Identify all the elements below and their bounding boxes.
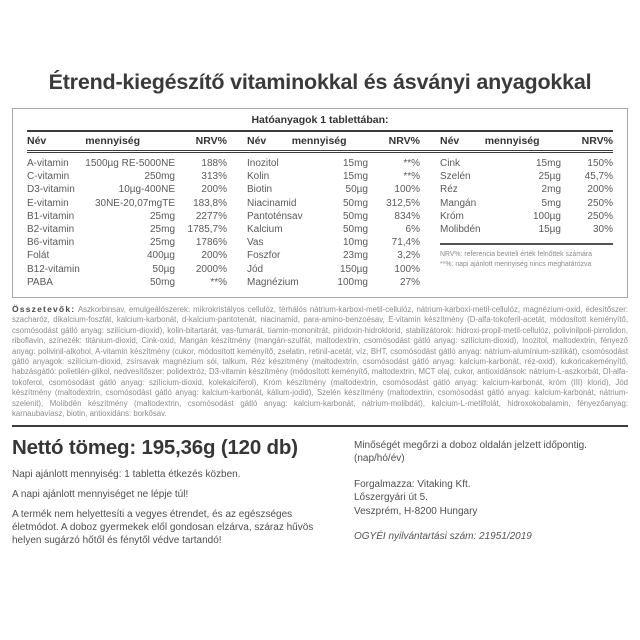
header-nrv: NRV% <box>195 135 227 147</box>
column-header-group-1 <box>27 132 227 150</box>
nutrient-row <box>247 157 420 170</box>
footnotes <box>440 250 613 269</box>
bottom-right-column <box>354 436 628 554</box>
header-qty: mennyiség <box>484 135 540 147</box>
bottom-section <box>12 436 628 554</box>
header-name: Név <box>440 135 460 147</box>
nutrient-qty: 50mg <box>149 276 175 288</box>
nutrient-qty: 2mg <box>541 184 561 196</box>
ingredients-text: Aszkorbinsav, emulgeálószerek: mikrokristályos cellulóz, térhálós nátrium-karboxi-metil-cellulóz, nátrium-karboxi-metil-cellulóz, magnézium-oxid, édesítőszer: szacharóz, dikalcium-foszfát, kalcium-karbonát, d-kalcium-pantotenát, niacinamid, para-amino-benzoésav, E-vitamin készítmény (D-alfa-tokoferil-acetát, módosított keményítő, csomósodást gátló anyag: szilícium-dioxid), kolin-bitartarát, vas-fumarát, tiamin-mononitrát, piridoxin-hidroklorid, stabilizátorok: hidroxi-propil-metil-cellulóz, polivinilpoli-pirrolidon, riboflavin, színezék: titánium-dioxid, Cink-oxid, Mangán készítmény (mangán-szulfát, maltodextrin, csomósodást gátló anyag: szilícium-dioxid), Inozitol, maltodextrin, fényező anyag: polivinil-alkohol, A-vitamin készítmény (cukor, módosított keményítő, zselatin, retinil-acetát, víz, BHT, csomósodást gátló anyag: nátrium-alumínium-szilikát), csomósodást gátló anyagok: szilícium-dioxid, zsírsavak magnézium sói, talkum, Réz készítmény (maltodextrin, csomósodást gátló anyag: kalcium-karbonát, réz-oxid), kukoricakeményítő, habzásgátló: polietilén-glikol, nedvesítőszer: polidextróz, D3-vitamin készítmény (módosított keményítő, maltodextrin, MCT olaj, cukor, antioxidánsok: nátrium-L-aszkorbát, Dl-alfa-tokoferol, csomósodást gátló anyag: szilícium-dioxid, kolekalciferol), Króm készítmény (maltodextrin, csomósodást gátló anyag: kalcium-karbonát, króm (III) klorid), Jód készítmény (maltodextrin, csomósodást gátló anyag: kalcium-karbonát, kálium-jodid), Szelén készítmény (maltodextrin, csomósodást gátló anyag: kalcium-karbonát, nátrium-szelenit), Molibdén készítmény (maltodextrin, csomósodást gátló anyag: kalcium-karbonát, nátrium-molibdát), kalcium-L-metilfolát, hidroxokobalamin, fényezőanyag: karnaubaviasz, biotin, antioxidáns: borkősav. <box>12 305 628 419</box>
nutrient-nrv: **% <box>403 158 420 169</box>
nutrient-qty: 100µg <box>532 210 561 222</box>
nutrient-row <box>440 223 613 236</box>
supplement-facts-table <box>12 108 628 298</box>
nutrient-row <box>27 249 227 262</box>
nutrient-name: Kolin <box>247 171 270 183</box>
distributor-line: Veszprém, H-8200 Hungary <box>354 505 478 517</box>
nutrient-qty: 100mg <box>337 276 368 288</box>
nutrient-qty: 5mg <box>541 197 561 209</box>
nutrient-qty: 25µg <box>538 171 561 183</box>
header-name: Név <box>247 135 267 147</box>
ingredients-label: Összetevők: <box>12 304 76 315</box>
nutrient-nrv: 100% <box>394 263 420 275</box>
nutrient-qty: 15µg <box>538 224 561 236</box>
product-label-page <box>0 70 640 640</box>
nutrient-nrv: 150% <box>587 158 613 169</box>
nutrient-row <box>247 223 420 236</box>
footnote-rule <box>440 243 613 245</box>
nutrient-nrv: 2000% <box>195 263 227 275</box>
nutrient-row <box>440 197 613 210</box>
column-header-group-2 <box>247 132 420 150</box>
nutrient-name: D3-vitamin <box>27 184 75 196</box>
nutrient-qty: 10mg <box>342 237 368 249</box>
column-header-group-3 <box>440 132 613 150</box>
nutrient-nrv: 27% <box>399 276 420 288</box>
nutrient-name: Foszfor <box>247 250 281 262</box>
nutrient-qty: 1500µg RE-5000NE <box>85 158 175 169</box>
nutrient-qty: 400µg <box>146 250 175 262</box>
nutrient-nrv: 1786% <box>195 237 227 249</box>
net-weight: Nettó tömeg: 195,36g (120 db) <box>12 435 298 459</box>
usage-notes <box>12 468 332 547</box>
nutrient-row <box>27 157 227 170</box>
nutrient-nrv: 45,7% <box>584 171 613 183</box>
nutrient-name: Pantoténsav <box>247 210 303 222</box>
nutrient-row <box>27 197 227 210</box>
nutrient-name: Réz <box>440 184 458 196</box>
nutrient-nrv: 250% <box>587 210 613 222</box>
nutrient-name: Jód <box>247 263 264 275</box>
header-nrv: NRV% <box>388 135 420 147</box>
distributor-line: Lőszergyári út 5. <box>354 492 428 503</box>
nutrient-name: Folát <box>27 250 50 262</box>
nutrient-row <box>440 183 613 196</box>
nutrient-name: B6-vitamin <box>27 237 75 249</box>
nutrient-column-vitamins-2 <box>247 157 420 289</box>
nutrient-nrv: 250% <box>587 197 613 209</box>
mineral-rows <box>440 157 613 236</box>
nutrient-name: B1-vitamin <box>27 210 75 222</box>
section-divider <box>12 425 628 427</box>
nutrient-row <box>247 249 420 262</box>
nutrient-row <box>247 276 420 289</box>
nutrient-qty: 50µg <box>152 263 175 275</box>
nutrient-nrv: 834% <box>394 210 420 222</box>
nutrient-nrv: 313% <box>201 171 227 183</box>
nutrient-qty: 15mg <box>535 158 561 169</box>
nutrient-nrv: 312,5% <box>386 197 420 209</box>
nutrient-row <box>440 157 613 170</box>
nutrient-qty: 10µg-400NE <box>118 184 175 196</box>
distributor-block <box>354 478 628 519</box>
nutrient-row <box>27 236 227 249</box>
nutrient-name: Mangán <box>440 197 477 209</box>
nutrient-qty: 50µg <box>345 184 368 196</box>
storage-note-line: (nap/hó/év) <box>354 453 405 464</box>
nutrient-qty: 50mg <box>342 197 368 209</box>
facts-data-grid <box>27 157 613 289</box>
nutrient-name: Vas <box>247 237 264 249</box>
nutrient-row <box>247 197 420 210</box>
nutrient-name: B2-vitamin <box>27 224 75 236</box>
nutrient-qty: 30NE-20,07mgTE <box>94 197 175 209</box>
nutrient-name: A-vitamin <box>27 158 69 169</box>
nutrient-name: Inozitol <box>247 158 279 169</box>
nutrient-name: Magnézium <box>247 276 299 288</box>
nutrient-nrv: 71,4% <box>391 237 420 249</box>
nutrient-row <box>27 223 227 236</box>
nutrient-nrv: 100% <box>394 184 420 196</box>
spacer <box>354 466 628 478</box>
storage-note-line: Minőségét megőrzi a doboz oldalán jelzett időpontig. <box>354 439 587 451</box>
nutrient-nrv: 183,8% <box>193 197 227 209</box>
nutrient-nrv: 2277% <box>195 210 227 222</box>
nutrient-name: Biotin <box>247 184 273 196</box>
usage-note: A napi ajánlott mennyiséget ne lépje túl! <box>12 488 189 500</box>
nutrient-column-vitamins-1 <box>27 157 227 289</box>
facts-header-grid <box>27 132 613 150</box>
spacer <box>354 518 628 530</box>
header-qty: mennyiség <box>291 135 347 147</box>
ingredients-section <box>12 304 628 419</box>
nutrient-nrv: 6% <box>405 224 420 236</box>
nutrient-name: PABA <box>27 276 53 288</box>
nutrient-name: Króm <box>440 210 464 222</box>
nutrient-row <box>247 236 420 249</box>
nutrient-qty: 25mg <box>149 237 175 249</box>
nutrient-name: E-vitamin <box>27 197 69 209</box>
nutrient-qty: 23mg <box>342 250 368 262</box>
nutrient-row <box>440 170 613 183</box>
storage-note <box>354 439 628 466</box>
nutrient-qty: 15mg <box>342 158 368 169</box>
nutrient-qty: 15mg <box>342 171 368 183</box>
distributor-line: Forgalmazza: Vitaking Kft. <box>354 478 471 490</box>
header-qty: mennyiség <box>85 135 141 147</box>
nutrient-row <box>247 170 420 183</box>
header-name: Név <box>27 135 47 147</box>
nutrient-column-minerals <box>440 157 613 289</box>
usage-note: Napi ajánlott mennyiség: 1 tabletta étkezés közben. <box>12 468 241 480</box>
nutrient-row <box>27 210 227 223</box>
nutrient-nrv: 30% <box>592 224 613 236</box>
nutrient-name: C-vitamin <box>27 171 70 183</box>
nutrient-qty: 50mg <box>342 224 368 236</box>
nutrient-qty: 50mg <box>342 210 368 222</box>
nutrient-name: Niacinamid <box>247 197 297 209</box>
header-rule <box>27 150 613 153</box>
nutrient-row <box>27 263 227 276</box>
nutrient-qty: 25mg <box>149 224 175 236</box>
footnote-line: **%: napi ajánlott mennyiség nincs meghatározva <box>440 260 592 268</box>
nutrient-name: Cink <box>440 158 461 169</box>
nutrient-nrv: 1785,7% <box>187 224 227 236</box>
header-nrv: NRV% <box>581 135 613 147</box>
nutrient-nrv: 188% <box>201 158 227 169</box>
nutrient-row <box>247 210 420 223</box>
nutrient-name: Molibdén <box>440 224 481 236</box>
nutrient-nrv: 200% <box>587 184 613 196</box>
footnote-line: NRV%: referencia beviteli érték felnőttek számára <box>440 251 592 259</box>
nutrient-nrv: 3,2% <box>397 250 420 262</box>
nutrient-name: Kalcium <box>247 224 283 236</box>
nutrient-row <box>440 210 613 223</box>
nutrient-qty: 150µg <box>339 263 368 275</box>
nutrient-qty: 25mg <box>149 210 175 222</box>
facts-caption: Hatóanyagok 1 tablettában: <box>251 114 389 126</box>
nutrient-nrv: 200% <box>201 184 227 196</box>
product-title: Étrend-kiegészítő vitaminokkal és ásványi anyagokkal <box>48 70 592 94</box>
nutrient-nrv: **% <box>403 171 420 183</box>
nutrient-qty: 250mg <box>144 171 175 183</box>
nutrient-name: Szelén <box>440 171 471 183</box>
nutrient-row <box>27 276 227 289</box>
nutrient-nrv: **% <box>210 276 227 288</box>
nutrient-row <box>247 183 420 196</box>
registration-number: OGYÉI nyilvántartási szám: 21951/2019 <box>354 531 532 542</box>
nutrient-nrv: 200% <box>201 250 227 262</box>
nutrient-name: B12-vitamin <box>27 263 80 275</box>
nutrient-row <box>27 170 227 183</box>
usage-note: A termék nem helyettesíti a vegyes étrendet, és az egészséges életmódot. A doboz gyermekek elől gondosan elzárva, száraz hűvös helyen sugárzó hőtől és fénytől védve tartandó! <box>12 508 314 546</box>
bottom-left-column <box>12 436 332 554</box>
nutrient-row <box>27 183 227 196</box>
nutrient-row <box>247 263 420 276</box>
